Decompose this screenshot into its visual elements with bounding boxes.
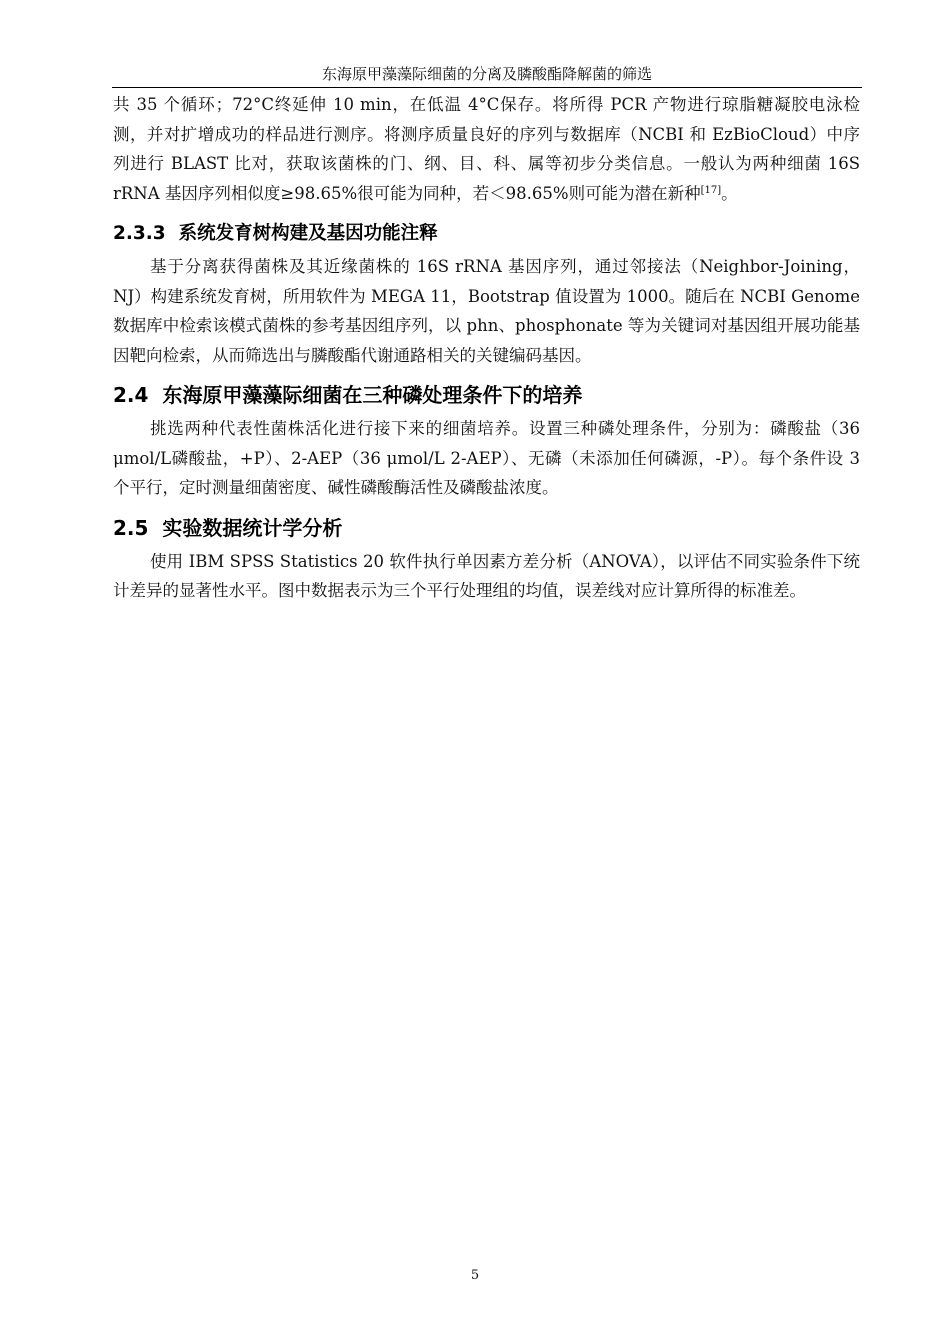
section-title: 东海原甲藻藻际细菌在三种磷处理条件下的培养 <box>162 383 583 407</box>
section-heading-2-4 <box>113 382 860 408</box>
citation-reference: [17] <box>700 184 722 196</box>
section-2-4-body: 挑选两种代表性菌株活化进行接下来的细菌培养。设置三种磷处理条件，分别为：磷酸盐（36 μmol/L磷酸盐，+P）、2-AEP（36 μmol/L 2-AEP）、无磷（未添加任何磷源，-P）。每个条件设 3 个平行，定时测量细菌密度、碱性磷酸酶活性及磷酸盐浓度。 <box>113 419 860 497</box>
running-header: 东海原甲藻藻际细菌的分离及膦酸酯降解菌的筛选 <box>321 65 652 83</box>
section-heading-2-3-3 <box>113 222 860 246</box>
page-number: 5 <box>470 1268 480 1283</box>
continuation-tail: 。 <box>721 183 738 203</box>
section-2-3-3-body: 基于分离获得菌株及其近缘菌株的 16S rRNA 基因序列，通过邻接法（Neighbor-Joining，NJ）构建系统发育树，所用软件为 MEGA 11，Bootstrap 值设置为 1000。随后在 NCBI Genome 数据库中检索该模式菌株的参考基因组序列，以 phn、phosphonate 等为关键词对基因组开展功能基因靶向检索，从而筛选出与膦酸酯代谢通路相关的关键编码基因。 <box>113 257 860 365</box>
page-body <box>113 90 860 606</box>
section-number: 2.3.3 <box>113 223 166 244</box>
section-number: 2.4 <box>113 383 149 407</box>
continuation-paragraph <box>113 90 860 208</box>
section-number: 2.5 <box>113 515 149 540</box>
section-2-5-body: 使用 IBM SPSS Statistics 20 软件执行单因素方差分析（ANOVA），以评估不同实验条件下统计差异的显著性水平。图中数据表示为三个平行处理组的均值，误差线对应计算所得的标准差。 <box>113 551 860 600</box>
continuation-text: 共 35 个循环；72°C终延伸 10 min，在低温 4°C保存。将所得 PCR 产物进行琼脂糖凝胶电泳检测，并对扩增成功的样品进行测序。将测序质量良好的序列与数据库（NCBI 和 EzBioCloud）中序列进行 BLAST 比对，获取该菌株的门、纲、目、科、属等初步分类信息。一般认为两种细菌 16S rRNA 基因序列相似度≥98.65%很可能为同种，若＜98.65%则可能为潜在新种 <box>113 95 860 203</box>
section-title: 实验数据统计学分析 <box>162 515 343 540</box>
section-title: 系统发育树构建及基因功能注释 <box>178 223 438 244</box>
section-heading-2-5 <box>113 515 860 541</box>
header-rule <box>112 87 862 88</box>
